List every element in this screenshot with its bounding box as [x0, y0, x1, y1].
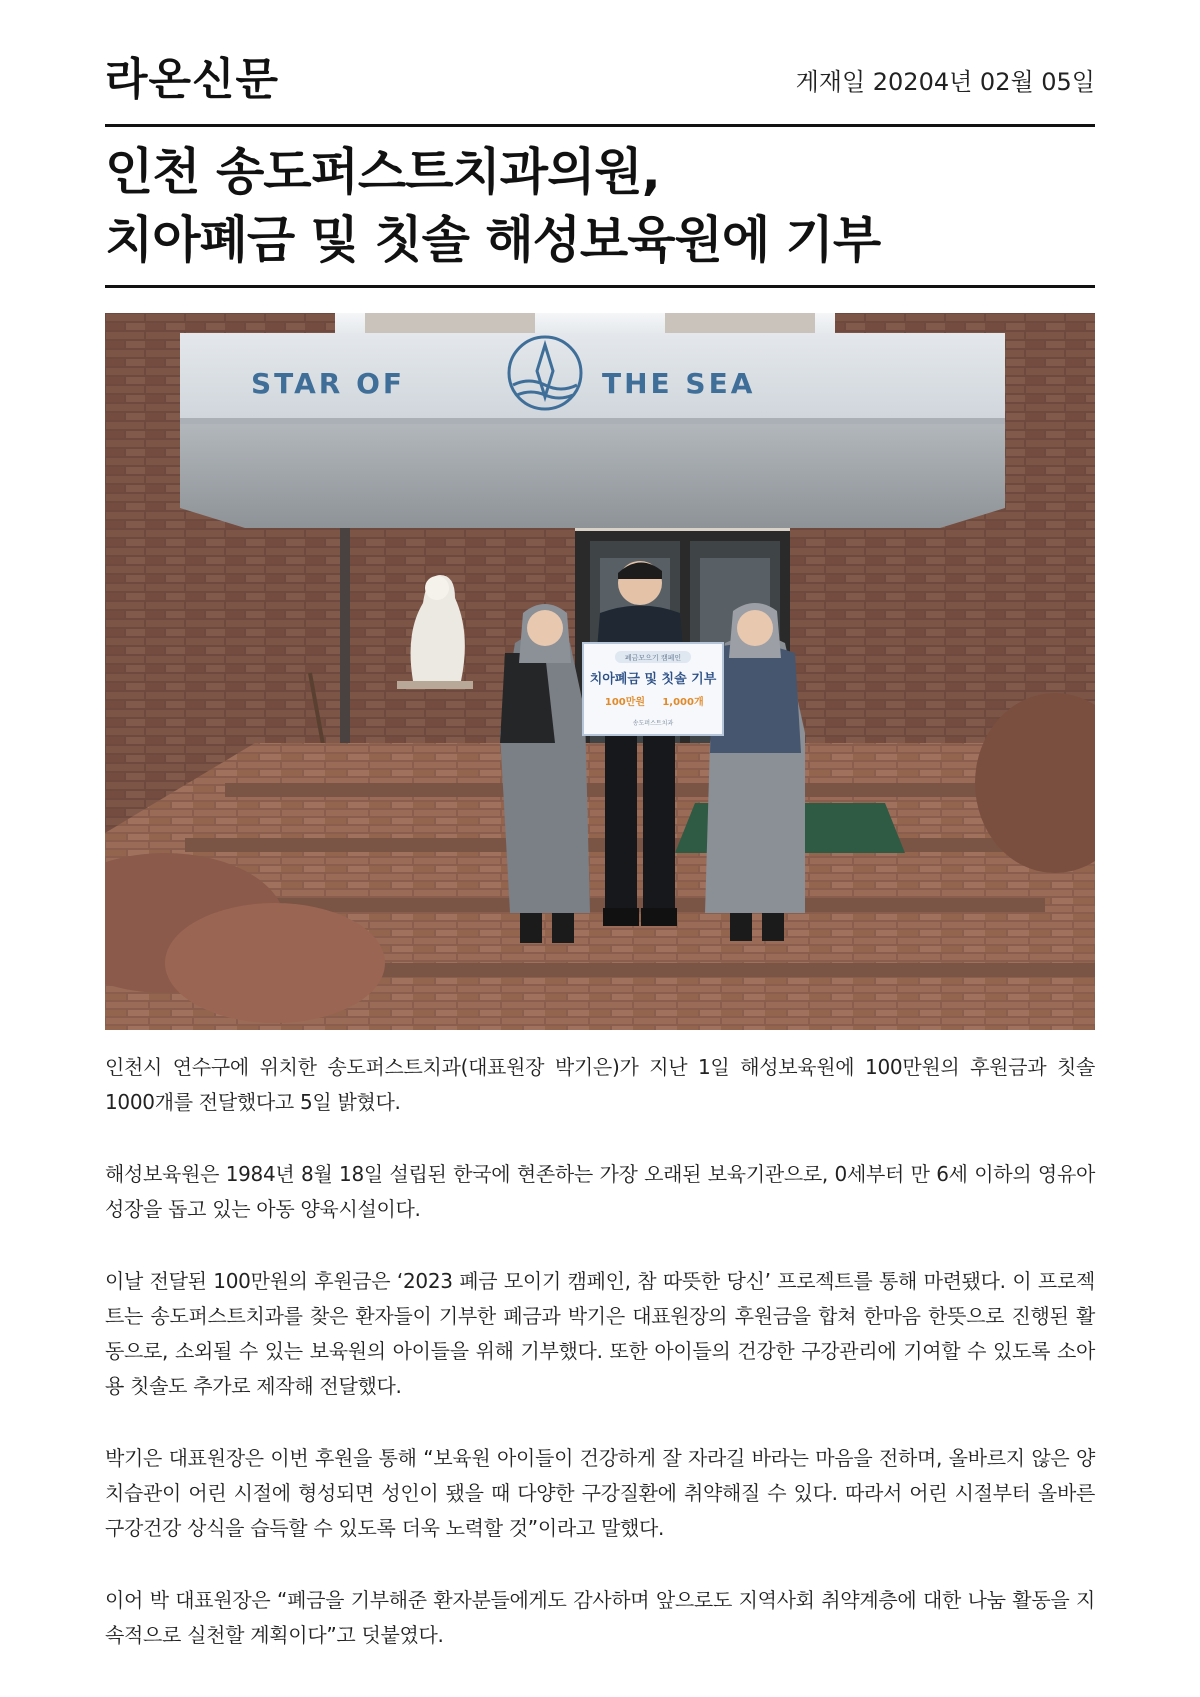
headline-line-1: 인천 송도퍼스트치과의원, [105, 143, 660, 201]
top-rule [105, 124, 1095, 127]
article-paragraph-3: 이날 전달된 100만원의 후원금은 ‘2023 폐금 모이기 캠페인, 참 따뜻한 당신’ 프로젝트를 통해 마련됐다. 이 프로젝트는 송도퍼스트치과를 찾은 환자들이 기부한 폐금과 박기은 대표원장의 후원금을 합쳐 한마음 한뜻으로 진행된 활동으로, 소외될 수 있는 보육원의 아이들을 위해 기부했다. 또한 아이들의 건강한 구강관리에 기여할 수 있도록 소아용 칫솔도 추가로 제작해 전달했다. [105, 1269, 1095, 1398]
headline [105, 138, 1095, 274]
publish-date: 게재일 20204년 02월 05일 [795, 68, 1095, 96]
article-photo [105, 313, 1095, 1030]
article-paragraph-5: 이어 박 대표원장은 “폐금을 기부해준 환자분들에게도 감사하며 앞으로도 지역사회 취약계층에 대한 나눔 활동을 지속적으로 실천할 계획이다”고 덧붙였다. [105, 1588, 1095, 1647]
donation-board [583, 643, 723, 735]
headline-line-2: 치아폐금 및 칫솔 해성보육원에 기부 [105, 211, 881, 269]
donation-photo-illustration [105, 313, 1095, 1030]
masthead [105, 52, 1095, 112]
article-paragraph-1: 인천시 연수구에 위치한 송도퍼스트치과(대표원장 박기은)가 지난 1일 해성보육원에 100만원의 후원금과 칫솔 1000개를 전달했다고 5일 밝혔다. [105, 1055, 1095, 1114]
board-footer: 송도퍼스트치과 [632, 720, 674, 727]
board-title: 치아폐금 및 칫솔 기부 [589, 672, 717, 687]
bottom-rule [105, 285, 1095, 288]
article-paragraph-4: 박기은 대표원장은 이번 후원을 통해 “보육원 아이들이 건강하게 잘 자라길 바라는 마음을 전하며, 올바르지 않은 양치습관이 어린 시절에 형성되면 성인이 됐을 때 다양한 구강질환에 취약해질 수 있다. 따라서 어린 시절부터 올바른 구강건강 상식을 습득할 수 있도록 더욱 노력할 것”이라고 말했다. [105, 1446, 1095, 1540]
article-body [105, 1050, 1095, 1690]
board-campaign-label: 폐금모으기 캠페인 [624, 654, 682, 662]
sign-text-left: STAR OF [251, 367, 405, 400]
article-paragraph-2: 해성보육원은 1984년 8월 18일 설립된 한국에 현존하는 가장 오래된 보육기관으로, 0세부터 만 6세 이하의 영유아 성장을 돕고 있는 아동 양육시설이다. [105, 1162, 1095, 1221]
board-count: 1,000개 [662, 697, 704, 708]
board-amount: 100만원 [604, 697, 646, 708]
newspaper-name: 라온신문 [105, 54, 280, 105]
sign-text-right: THE SEA [602, 367, 756, 400]
